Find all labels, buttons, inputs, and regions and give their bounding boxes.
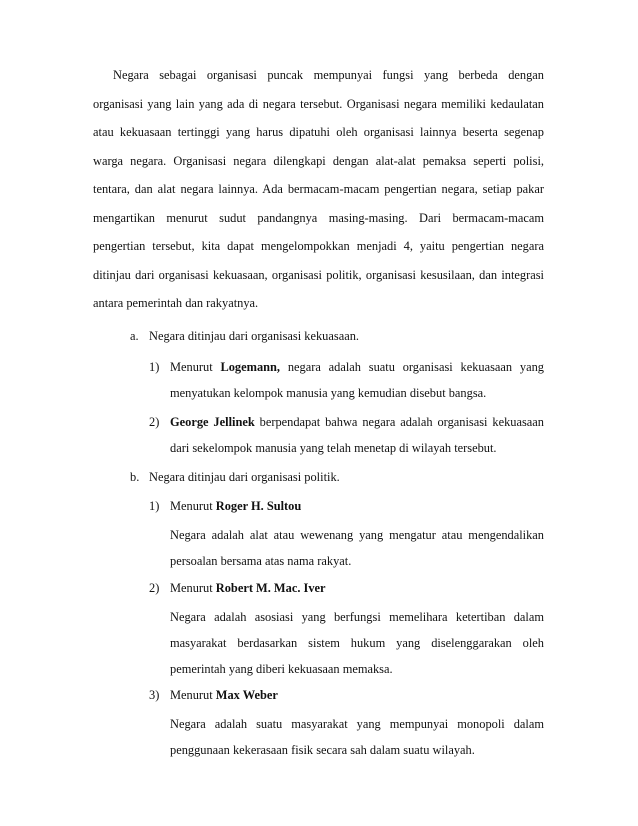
section-heading: Negara ditinjau dari organisasi politik.: [149, 470, 340, 484]
intro-line: ditinjau dari organisasi kekuasaan, organisasi politik, organisasi kesusilaan, dan integrasi: [93, 268, 544, 282]
item-line: persoalan bersama atas nama rakyat.: [170, 554, 352, 568]
item-line: penggunaan kekerasaan fisik secara sah dalam suatu wilayah.: [170, 743, 475, 757]
intro-line: mengartikan menurut sudut pandangnya masing-masing. Dari bermacam-macam: [93, 211, 544, 225]
intro-line: pengertian tersebut, kita dapat mengelompokkan menjadi 4, yaitu pengertian negara: [93, 239, 544, 253]
item-number: 2): [149, 581, 160, 595]
item-first-line: [170, 580, 326, 596]
intro-line: Negara sebagai organisasi puncak mempunyai fungsi yang berbeda dengan: [113, 68, 544, 82]
item-line: Negara adalah alat atau wewenang yang mengatur atau mengendalikan: [170, 528, 544, 542]
item-number: 2): [149, 415, 160, 429]
item-number: 3): [149, 688, 160, 702]
item-line: masyarakat berdasarkan sistem hukum yang diselenggarakan oleh: [170, 636, 544, 650]
section-marker: b.: [130, 470, 140, 484]
item-lead: Menurut: [170, 581, 213, 595]
author-name: Logemann,: [220, 360, 281, 374]
item-line: menyatukan kelompok manusia yang kemudian disebut bangsa.: [170, 386, 487, 400]
item-first-line: [170, 687, 278, 703]
section-heading: Negara ditinjau dari organisasi kekuasaan.: [149, 329, 359, 343]
item-lead: Menurut: [170, 499, 213, 513]
item-text: negara adalah suatu organisasi kekuasaan yang: [287, 360, 544, 374]
item-line: Negara adalah suatu masyarakat yang mempunyai monopoli dalam: [170, 717, 544, 731]
item-line: Negara adalah asosiasi yang berfungsi memelihara ketertiban dalam: [170, 610, 544, 624]
item-first-line: [170, 414, 544, 430]
item-first-line: [170, 359, 544, 375]
item-lead: Menurut: [170, 360, 213, 374]
section-marker: a.: [130, 329, 139, 343]
author-name: George Jellinek: [170, 415, 255, 429]
intro-line: warga negara. Organisasi negara dilengkapi dengan alat-alat pemaksa seperti polisi,: [93, 154, 544, 168]
item-first-line: [170, 498, 301, 514]
intro-line: tentara, dan alat negara lainnya. Ada bermacam-macam pengertian negara, setiap pakar: [93, 182, 544, 196]
item-number: 1): [149, 499, 160, 513]
item-lead: Menurut: [170, 688, 213, 702]
item-text: berpendapat bahwa negara adalah organisasi kekuasaan: [259, 415, 544, 429]
author-name: Robert M. Mac. Iver: [215, 581, 326, 595]
item-line: dari sekelompok manusia yang telah menetap di wilayah tersebut.: [170, 441, 497, 455]
intro-line: atau kekuasaan tertinggi yang harus dipatuhi oleh organisasi lainnya beserta segenap: [93, 125, 544, 139]
author-name: Roger H. Sultou: [215, 499, 302, 513]
intro-line: organisasi yang lain yang ada di negara tersebut. Organisasi negara memiliki kedaulatan: [93, 97, 544, 111]
item-number: 1): [149, 360, 160, 374]
author-name: Max Weber: [215, 688, 278, 702]
intro-line: antara pemerintah dan rakyatnya.: [93, 296, 259, 310]
item-line: pemerintah yang diberi kekuasaan memaksa.: [170, 662, 393, 676]
